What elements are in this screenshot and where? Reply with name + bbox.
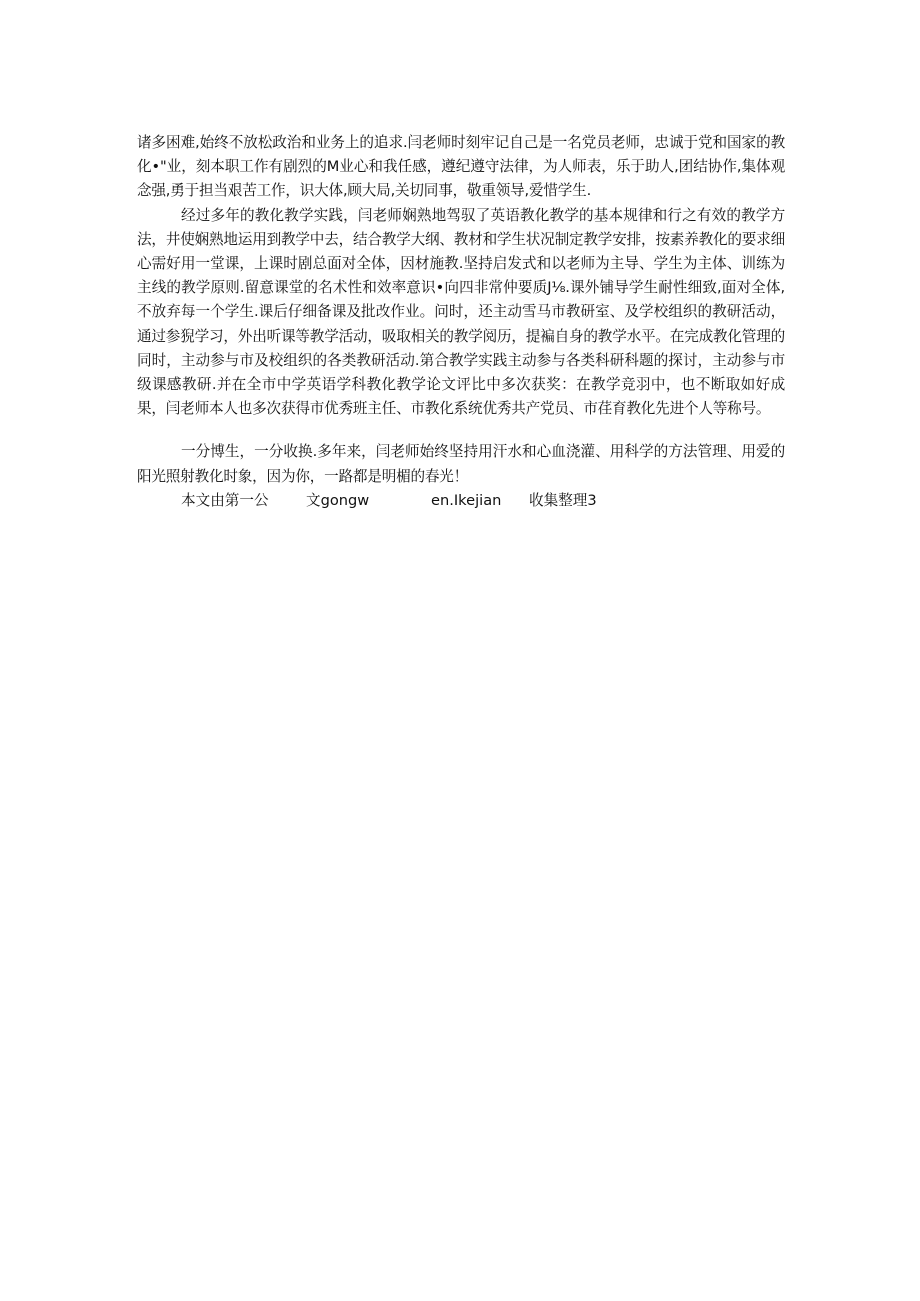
footer-text-1: 本文由第一公 — [181, 491, 269, 509]
document-body — [137, 131, 785, 513]
footer-text-2: 文gongw — [306, 491, 370, 509]
paragraph-2: 经过多年的教化教学实践，闫老师娴熟地驾驭了英语教化教学的基本规律和行之有效的教学方法，井使娴熟地运用到教学中去，结合教学大纲、教材和学生状况制定教学安排，按素养教化的要求细心需好用一堂课，上课时剧总面对全体，因材施教.坚持启发式和以老师为主导、学生为主体、训练为主线的教学原则.留意课堂的名术性和效率意识•向四非常仲要质J⅛.课外铺导学生耐性细致,面对全体,不放弃每一个学生.课后仔细备课及批改作业。问时，还主动雪马市教研室、及学校组织的教研活动，通过参猊学习，外出听课等教学活动，吸取相关的教学阅历，提褊自身的教学水平。在完成教化管理的同时，主动参与市及校组织的各类教研活动.第合教学实践主动参与各类科研科题的探讨，主动参与市级课感教研.并在全市中学英语学科教化教学论文评比中多次获奖：在教学竞羽中，也不断取如好成果，闫老师本人也多次获得市优秀班主任、市教化系统优秀共产党员、市荏育教化先进个人等称号。 — [137, 206, 785, 418]
footer-text-4: 收集整理3 — [529, 491, 597, 509]
paragraph-1: 诸多困难,始终不放松政治和业务上的追求.闫老师时刻牢记自己是一名党员老师，忠诚于党和国家的教化•"业，刻本职工作有剧烈的M业心和我任感，遵纪遵守法律，为人师表，乐于助人,团结协作,集体观念强,勇于担当艰苦工作，识大体,顾大局,关切同事，敬重领导,爱惜学生. — [137, 134, 785, 200]
paragraph-3: 一分博生，一分收换.多年来，闫老师始终坚持用汗水和心血浇灌、用科学的方法管理、用爱的阳光照射教化时象，因为你，一路都是明楣的春光！ — [137, 443, 785, 485]
source-footer — [137, 489, 785, 513]
footer-text-3: en.Ikejian — [431, 491, 502, 509]
